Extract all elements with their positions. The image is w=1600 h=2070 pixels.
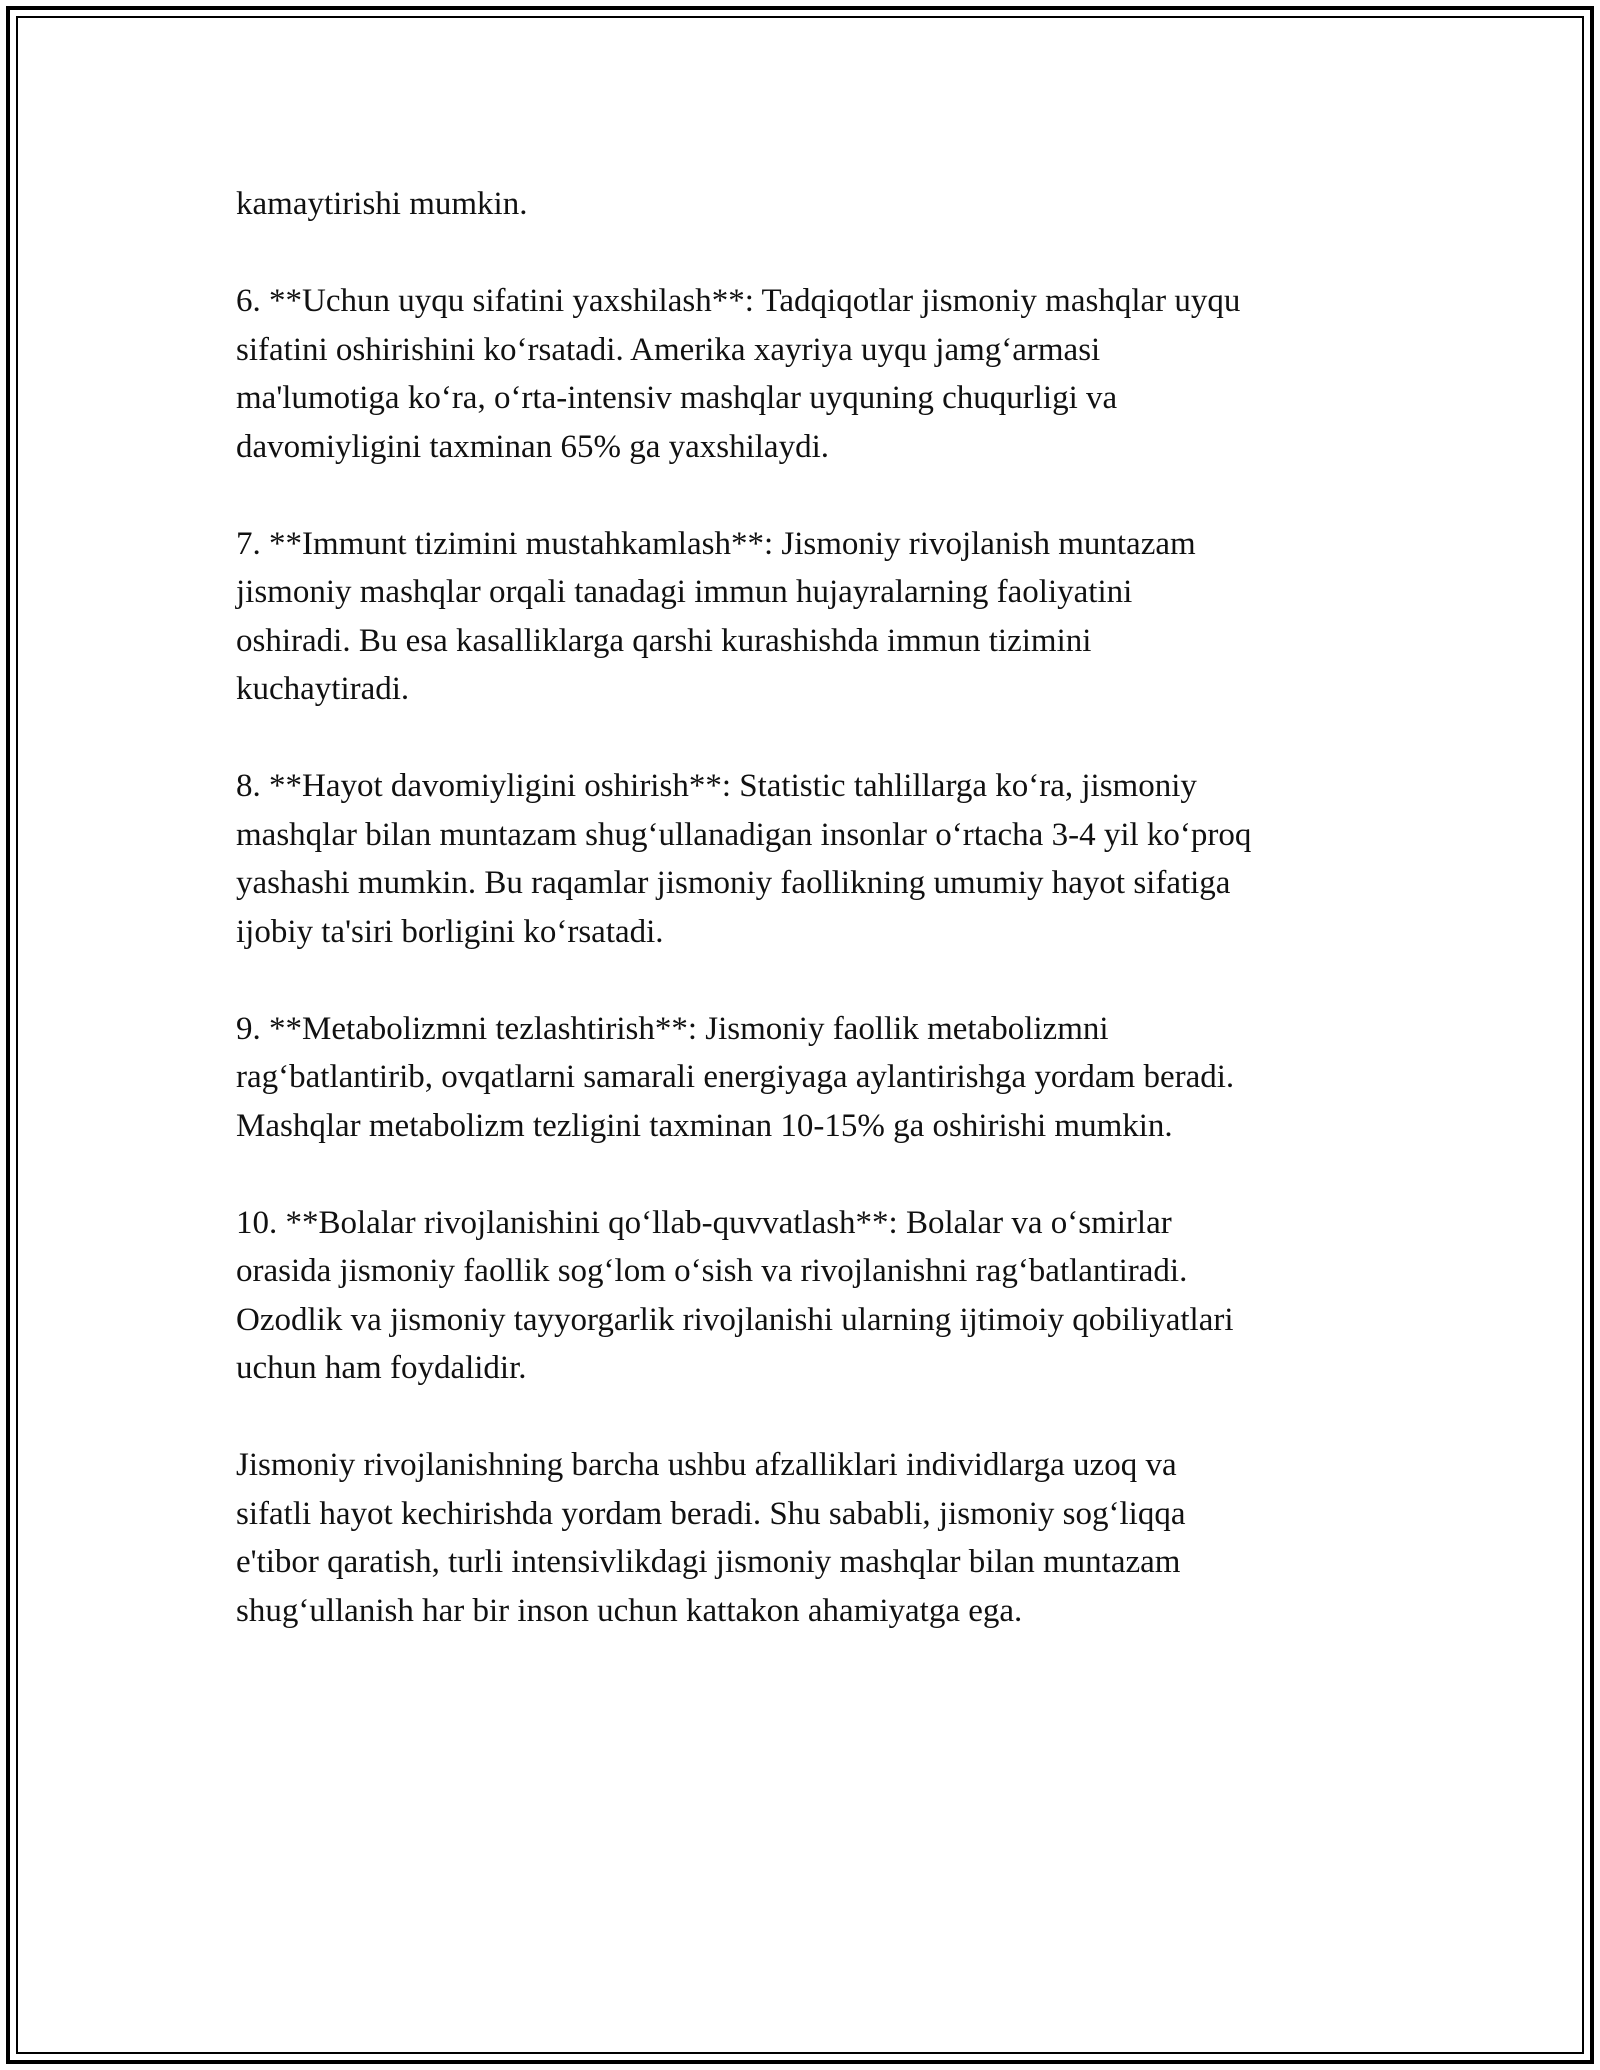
- paragraph-item-8: 8. **Hayot davomiyligini oshirish**: Statistic tahlillarga ko‘ra, jismoniy mashqlar bilan muntazam shug‘ullanadigan insonlar o‘rtacha 3-4 yil ko‘proq yashashi mumkin. Bu raqamlar jismoniy faollikning umumiy hayot sifatiga ijobiy ta'siri borligini ko‘rsatadi.: [236, 768, 1252, 950]
- paragraph-conclusion: Jismoniy rivojlanishning barcha ushbu afzalliklari individlarga uzoq va sifatli hayot kechirishda yordam beradi. Shu sababli, jismoniy sog‘liqqa e'tibor qaratish, turli intensivlikdagi jismoniy mashqlar bilan muntazam shug‘ullanish har bir inson uchun kattakon ahamiyatga ega.: [236, 1447, 1186, 1629]
- document-body: [236, 180, 1396, 1684]
- paragraph-item-10: 10. **Bolalar rivojlanishini qo‘llab-quvvatlash**: Bolalar va o‘smirlar orasida jismoniy faollik sog‘lom o‘sish va rivojlanishni rag‘batlantiradi. Ozodlik va jismoniy tayyorgarlik rivojlanishi ularning ijtimoiy qobiliyatlari uchun ham foydalidir.: [236, 1204, 1234, 1386]
- paragraph-item-6: 6. **Uchun uyqu sifatini yaxshilash**: Tadqiqotlar jismoniy mashqlar uyqu sifatini oshirishini ko‘rsatadi. Amerika xayriya uyqu jamg‘armasi ma'lumotiga ko‘ra, o‘rta-intensiv mashqlar uyquning chuqurligi va davomiyligini taxminan 65% ga yaxshilaydi.: [236, 283, 1241, 465]
- paragraph-item-9: 9. **Metabolizmni tezlashtirish**: Jismoniy faollik metabolizmni rag‘batlantirib, ovqatlarni samarali energiyaga aylantirishga yordam beradi. Mashqlar metabolizm tezligini taxminan 10-15% ga oshirishi mumkin.: [236, 1010, 1235, 1144]
- paragraph-continuation: kamaytirishi mumkin.: [236, 186, 528, 222]
- paragraph-item-7: 7. **Immunt tizimini mustahkamlash**: Jismoniy rivojlanish muntazam jismoniy mashqlar orqali tanadagi immun hujayralarning faoliyatini oshiradi. Bu esa kasalliklarga qarshi kurashishda immun tizimini kuchaytiradi.: [236, 525, 1196, 707]
